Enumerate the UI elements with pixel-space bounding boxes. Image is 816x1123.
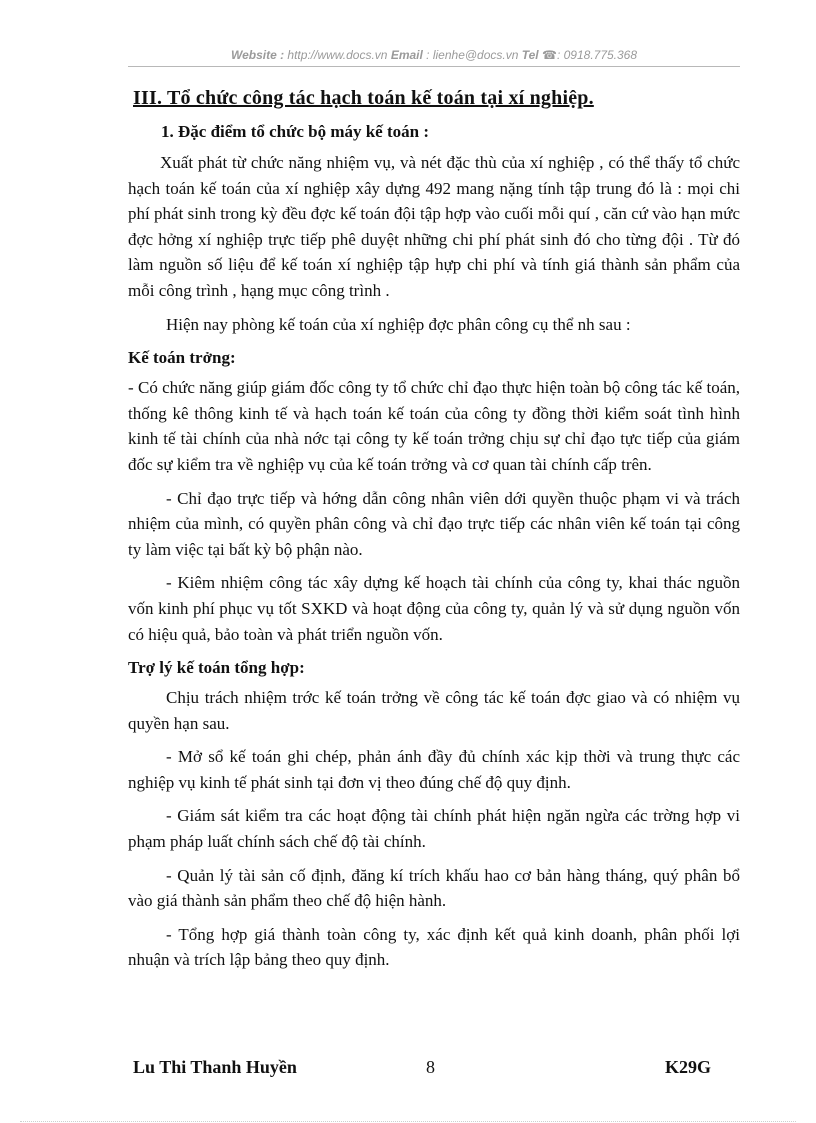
subsection-title: 1. Đặc điểm tổ chức bộ máy kế toán : (161, 122, 430, 141)
phone-icon: ☎ (542, 48, 557, 62)
page-bottom-divider (20, 1121, 796, 1122)
general-assistant-item: - Mở sổ kế toán ghi chép, phản ánh đầy đủ chính xác kịp thời và trung thực các nghiệp vụ kinh tế phát sinh tại đơn vị theo đúng chế độ quy định. (128, 747, 740, 792)
website-label: Website : (230, 48, 285, 62)
section-title: III. Tổ chức công tác hạch toán kế toán tại xí nghiệp. (133, 87, 594, 109)
general-assistant-title: Trợ lý kế toán tổng hợp: (128, 658, 305, 678)
chief-accountant-item: - Chỉ đạo trực tiếp và hớng dẫn công nhân viên dới quyền thuộc phạm vi và trách nhiệm của mình, có quyền phân công và chỉ đạo trực tiếp các nhân viên kế toán tại công ty làm việc tại bất kỳ bộ phận nào. (128, 488, 740, 559)
phone-number: : 0918.775.368 (556, 48, 638, 62)
footer-class-code: K29G (664, 1057, 711, 1077)
header-divider (128, 66, 740, 67)
footer-author: Lu Thi Thanh Huyền (133, 1057, 297, 1077)
paragraph-intro: Xuất phát từ chức năng nhiệm vụ, và nét đặc thù của xí nghiệp , có thể thấy tổ chức hạch toán kế toán của xí nghiệp xây dựng 492 mang nặng tính tập trung đó là : mọi chi phí phát sinh trong kỳ đều đợc kế toán đội tập hợp vào cuối mỗi quí , căn cứ vào hạn mức đợc hởng xí nghiệp trực tiếp phê duyệt những chi phí phát sinh đó cho từng đội . Từ đó làm nguồn số liệu để kế toán xí nghiệp tập hựp chi phí và tính giá thành sản phẩm của mỗi công trình , hạng mục công trình . (128, 153, 740, 300)
email-label: Email (390, 48, 423, 62)
general-assistant-item: - Giám sát kiểm tra các hoạt động tài chính phát hiện ngăn ngừa các trờng hợp vi phạm pháp luất chính sách chế độ tài chính. (128, 806, 740, 852)
general-assistant-item: - Quản lý tài sản cố định, đăng kí trích khấu hao cơ bản hàng tháng, quý phân bổ vào giá thành sản phẩm theo chế độ hiện hành. (128, 865, 740, 911)
general-assistant-intro: Chịu trách nhiệm trớc kế toán trởng về công tác kế toán đợc giao và có nhiệm vụ quyền hạn sau. (128, 688, 740, 733)
tel-label: Tel (521, 48, 539, 62)
chief-accountant-item: - Kiêm nhiệm công tác xây dựng kế hoạch tài chính của công ty, khai thác nguồn vốn kinh phí phục vụ tốt SXKD và hoạt động của công ty, quản lý và sử dụng nguồn vốn có hiệu quả, bảo toàn và phát triển nguồn vốn. (128, 573, 740, 644)
page-number: 8 (426, 1057, 435, 1077)
paragraph-assignment: Hiện nay phòng kế toán của xí nghiệp đợc phân công cụ thể nh sau : (166, 314, 631, 334)
page-header (128, 48, 740, 62)
website-url[interactable]: http://www.docs.vn (287, 48, 388, 62)
page-footer (133, 1057, 711, 1081)
chief-accountant-title: Kế toán trởng: (128, 348, 236, 368)
document-body (128, 84, 740, 981)
email-address[interactable]: : lienhe@docs.vn (426, 48, 519, 62)
general-assistant-item: - Tổng hợp giá thành toàn công ty, xác định kết quả kinh doanh, phân phối lợi nhuận và trích lập bảng theo quy định. (128, 924, 740, 970)
chief-accountant-item: - Có chức năng giúp giám đốc công ty tổ chức chỉ đạo thực hiện toàn bộ công tác kế toán, thống kê thông kinh tế và hạch toán kế toán của công ty đồng thời kiểm soát tình hình kinh tế tài chính của nhà nớc tại công ty kế toán trởng chịu sự chỉ đạo tực tiếp của giám đốc sự kiểm tra về nghiệp vụ của kế toán trởng và cơ quan tài chính cấp trên. (128, 378, 740, 474)
